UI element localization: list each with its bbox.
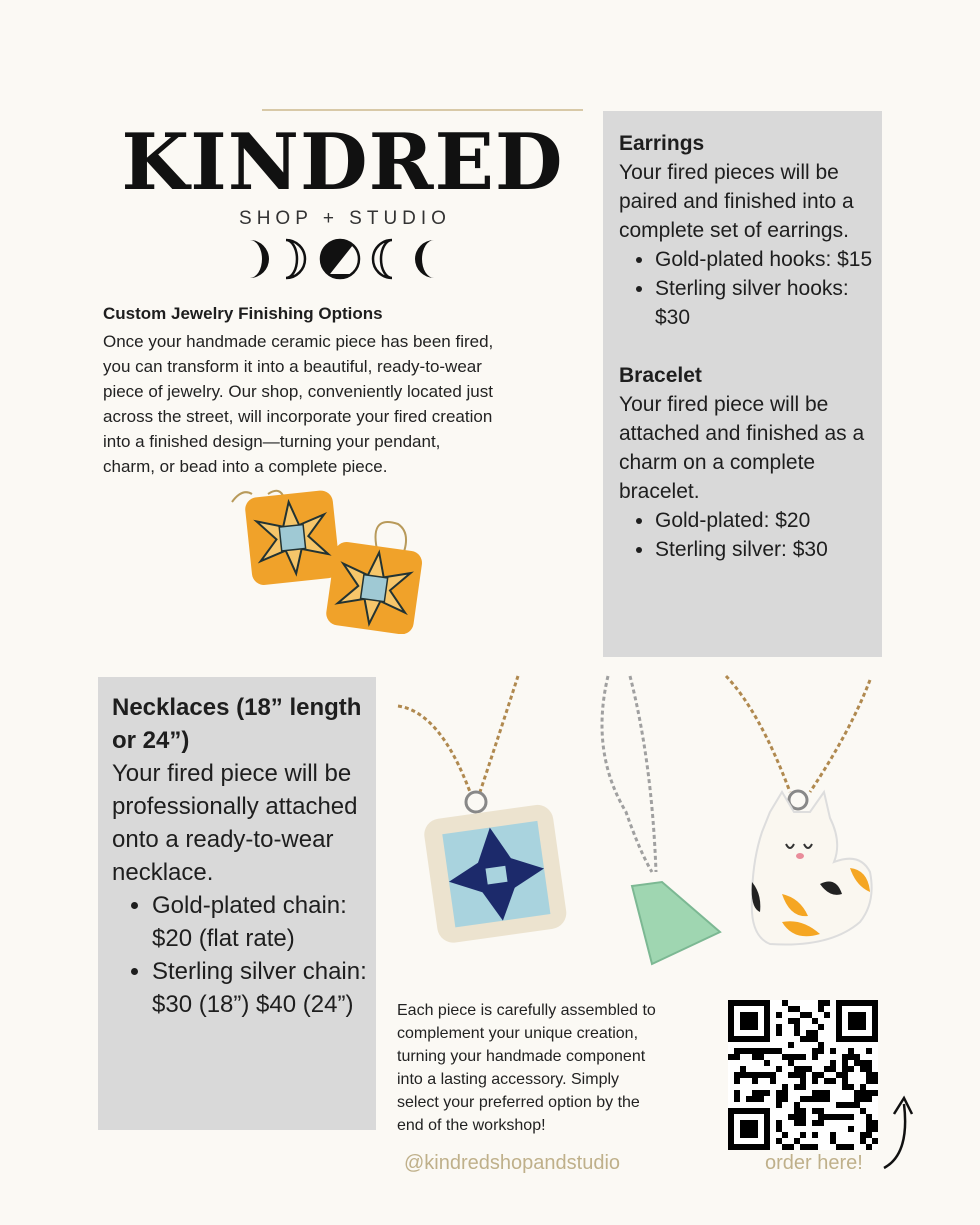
closing-line: into a lasting accessory. Simply	[397, 1071, 620, 1088]
intro-heading: Custom Jewelry Finishing Options	[103, 304, 383, 323]
closing-line: turning your handmade component	[397, 1048, 646, 1065]
order-here-link[interactable]: order here!	[765, 1152, 863, 1174]
brand-logo-wordmark: KINDRED	[121, 117, 564, 208]
necklaces-options	[112, 889, 374, 1021]
bracelet-option: • Gold-plated: $20	[655, 506, 874, 535]
top-divider	[262, 109, 583, 111]
earrings-title: Earrings	[619, 132, 705, 155]
bracelet-option: • Sterling silver: $30	[655, 535, 874, 564]
social-handle-link[interactable]: @kindredshopandstudio	[404, 1152, 621, 1174]
earrings-option: • Sterling silver hooks: $30	[655, 274, 874, 332]
earrings-bracelet-panel	[603, 111, 882, 657]
intro-line: you can transform it into a beautiful, ready-to-wear	[103, 357, 482, 376]
earrings-option: • Gold-plated hooks: $15	[655, 245, 874, 274]
moon-phases-icon	[242, 236, 442, 282]
necklaces-title: Necklaces (18” length or 24”)	[112, 694, 362, 754]
necklaces-panel	[98, 677, 376, 1130]
intro-line: piece of jewelry. Our shop, conveniently located just	[103, 382, 493, 401]
necklaces-description: Your fired piece will be professionally attached onto a ready-to-wear necklace.	[112, 760, 358, 886]
bracelet-description: Your fired piece will be attached and finished as a charm on a complete bracelet.	[619, 393, 865, 503]
earrings-photo	[228, 484, 448, 634]
brand-logo-subtitle: SHOP + STUDIO	[239, 208, 451, 229]
intro-line: across the street, will incorporate your fired creation	[103, 407, 493, 426]
closing-line: select your preferred option by the	[397, 1094, 640, 1111]
necklaces-option: • Gold-plated chain: $20 (flat rate)	[152, 889, 374, 955]
necklaces-option: • Sterling silver chain: $30 (18”) $40 (24”)	[152, 955, 374, 1021]
necklaces-photo	[390, 672, 890, 974]
intro-line: into a finished design—turning your pendant,	[103, 432, 441, 451]
closing-paragraph	[397, 999, 717, 1137]
intro-line: charm, or bead into a complete piece.	[103, 457, 388, 476]
intro-paragraph	[103, 329, 583, 479]
earrings-options	[619, 245, 874, 332]
intro-line: Once your handmade ceramic piece has been fired,	[103, 332, 494, 351]
bracelet-options	[619, 506, 874, 564]
closing-line: end of the workshop!	[397, 1117, 546, 1134]
curved-arrow-icon	[876, 1084, 916, 1174]
qr-code-icon[interactable]	[728, 1000, 878, 1150]
closing-line: Each piece is carefully assembled to	[397, 1002, 656, 1019]
earrings-description: Your fired pieces will be paired and finished into a complete set of earrings.	[619, 161, 854, 242]
bracelet-title: Bracelet	[619, 364, 702, 387]
closing-line: complement your unique creation,	[397, 1025, 639, 1042]
